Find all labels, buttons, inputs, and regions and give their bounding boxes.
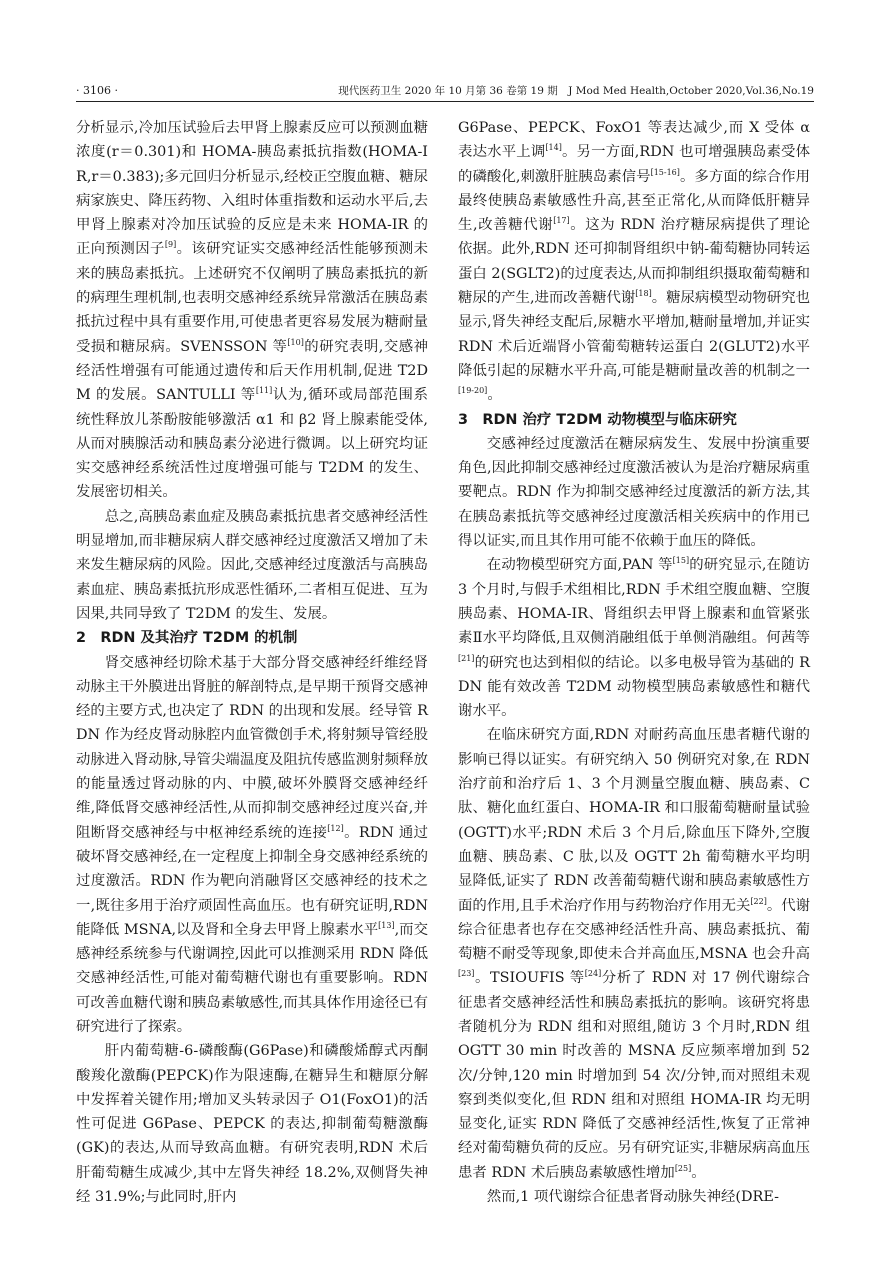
paragraph: G6Pase、PEPCK、FoxO1 等表达减少,而 X 受体 α 表达水平上调[14]。另一方面,RDN 也可增强胰岛素受体的磷酸化,刺激肝脏胰岛素信号[15-16]。多方面的综合作用最终使胰岛素敏感性升高,甚至正常化,从而降低肝糖异生,改善糖代谢[17]。这为 RDN 治疗糖尿病提供了理论依据。此外,RDN 还可抑制肾组织中钠-葡萄糖协同转运蛋白 2(SGLT2)的过度表达,从而抑制组织摄取葡萄糖和糖尿的产生,进而改善糖代谢[18]。糖尿病模型动物研究也显示,肾失神经支配后,尿糖水平增加,糖耐量增加,并证实 RDN 术后近端肾小管葡萄糖转运蛋白 2(GLUT2)水平降低引起的尿糖水平升高,可能是糖耐量改善的机制之一[19-20]。 xyxy=(458,120,810,404)
citation: [18] xyxy=(635,289,652,299)
citation: [13] xyxy=(378,921,395,930)
paragraph: 总之,高胰岛素血症及胰岛素抵抗患者交感神经活性明显增加,而非糖尿病人群交感神经过度激活又增加了未来发生糖尿病的风险。因此,交感神经过度激活与高胰岛素血症、胰岛素抵抗形成恶性循环,二者相互促进、互为因果,共同导致了 T2DM 的发生、发展。 xyxy=(76,508,428,622)
citation: [23] xyxy=(458,969,475,979)
citation: [25] xyxy=(674,1163,692,1173)
right-column xyxy=(458,116,810,1209)
citation: [9] xyxy=(164,240,177,250)
paragraph: 在临床研究方面,RDN 对耐药高血压患者糖代谢的影响已得以证实。有研究纳入 50 例研究对象,在 RDN 治疗前和治疗后 1、3 个月测量空腹血糖、胰岛素、C 肽、糖化血红蛋白、HOMA-IR 和口服葡萄糖耐量试验(OGTT)水平;RDN 术后 3 个月后,除血压下降外,空腹血糖、胰岛素、C 肽,以及 OGTT 2h 葡萄糖水平均明显降低,证实了 RDN 改善葡萄糖代谢和胰岛素敏感性方面的作用,且手术治疗作用与药物治疗作用无关[22]。代谢综合征患者也存在交感神经活性升高、胰岛素抵抗、葡萄糖不耐受等现象,即使未合并高血压,MSNA 也会升高[23]。TSIOUFIS 等[24]分析了 RDN 对 17 例代谢综合征患者交感神经活性和胰岛素抵抗的影响。该研究将患者随机分为 RDN 组和对照组,随访 3 个月时,RDN 组 OGTT 30 min 时改善的 MSNA 反应频率增加到 52 次/分钟,120 min 时增加到 54 次/分钟,而对照组未观察到类似变化,但 RDN 组和对照组 HOMA-IR 均无明显变化,证实 RDN 降低了交感神经活性,恢复了正常神经对葡萄糖负荷的反应。另有研究证实,非糖尿病高血压患者 RDN 术后胰岛素敏感性增加[25]。 xyxy=(458,727,811,1181)
paragraph: 在动物模型研究方面,PAN 等[15]的研究显示,在随访 3 个月时,与假手术组相比,RDN 手术组空腹血糖、空腹胰岛素、HOMA-IR、肾组织去甲肾上腺素和血管紧张素Ⅱ水平均降低,且双侧消融组低于单侧消融组。何茜等[21]的研究也达到相似的结论。以多电极导管为基础的 RDN 能有效改善 T2DM 动物模型胰岛素敏感性和糖代谢水平。 xyxy=(458,556,810,720)
citation: [15] xyxy=(672,556,690,566)
section-heading: 3 RDN 治疗 T2DM 动物模型与临床研究 xyxy=(458,411,737,428)
citation: [10] xyxy=(287,337,304,347)
citation: [17] xyxy=(553,216,570,226)
paragraph: 分析显示,冷加压试验后去甲肾上腺素反应可以预测血糖浓度(r＝0.301)和 HOMA-胰岛素抵抗指数(HOMA-IR,r＝0.383);多元回归分析显示,经校正空腹血糖、糖尿病家族史、降压药物、入组时体重指数和运动水平后,去甲肾上腺素对冷加压试验的反应是未来 HOMA-IR 的正向预测因子[9]。该研究证实交感神经活性能够预测未来的胰岛素抵抗。上述研究不仅阐明了胰岛素抵抗的新的病理生理机制,也表明交感神经系统异常激活在胰岛素抵抗过程中具有重要作用,可使患者更容易发展为糖耐量受损和糖尿病。SVENSSON 等[10]的研究表明,交感神经活性增强有可能通过遗传和后天作用机制,促进 T2DM 的发展。SANTULLI 等[11]认为,循环或局部范围系统性释放儿茶酚胺能够激活 α1 和 β2 肾上腺素能受体,从而对胰腺活动和胰岛素分泌进行微调。以上研究均证实交感神经系统活性过度增强可能与 T2DM 的发生、发展密切相关。 xyxy=(76,120,428,501)
citation: [15-16] xyxy=(650,167,680,177)
journal-info: 现代医药卫生 2020 年 10 月第 36 卷第 19 期 J Mod Med Health,October 2020,Vol.36,No.19 xyxy=(338,85,814,97)
page-header xyxy=(76,82,814,100)
page-number: · 3106 · xyxy=(76,84,118,97)
citation: [19-20] xyxy=(458,386,488,396)
left-column xyxy=(76,116,428,1209)
citation: [22] xyxy=(750,896,767,906)
section-heading: 2 RDN 及其治疗 T2DM 的机制 xyxy=(76,630,298,647)
citation: [24] xyxy=(584,969,602,979)
paragraph: 交感神经过度激活在糖尿病发生、发展中扮演重要角色,因此抑制交感神经过度激活被认为是治疗糖尿病重要靶点。RDN 作为抑制交感神经过度激活的新方法,其在胰岛素抵抗等交感神经过度激活相关疾病中的作用已得以证实,而且其作用可能不依赖于血压的降低。 xyxy=(458,435,810,550)
paragraph: 然而,1 项代谢综合征患者肾动脉失神经(DRE- xyxy=(486,1189,779,1206)
citation: [14] xyxy=(545,143,562,153)
header-rule xyxy=(76,101,814,102)
citation: [12] xyxy=(327,823,344,833)
paragraph: 肝内葡萄糖-6-磷酸酶(G6Pase)和磷酸烯醇式丙酮酸羧化激酶(PEPCK)作为限速酶,在糖异生和糖原分解中发挥着关键作用;增加叉头转录因子 O1(FoxO1)的活性可促进 G6Pase、PEPCK 的表达,抑制葡萄糖激酶(GK)的表达,从而导致高血糖。有研究表明,RDN 术后肝葡萄糖生成减少,其中左肾失神经 18.2%,双侧肾失神经 31.9%;与此同时,肝内 xyxy=(76,1043,428,1206)
citation: [21] xyxy=(458,653,475,663)
citation: [11] xyxy=(255,386,273,396)
paragraph: 肾交感神经切除术基于大部分肾交感神经纤维经肾动脉主干外膜进出肾脏的解剖特点,是早期干预肾交感神经的主要方式,也决定了 RDN 的出现和发展。经导管 RDN 作为经皮肾动脉腔内血管微创手术,将射频导管经股动脉进入肾动脉,导管尖端温度及阻抗传感监测射频释放的能量透过肾动脉的内、中膜,破坏外膜肾交感神经纤维,降低肾交感神经活性,从而抑制交感神经过度兴奋,并阻断肾交感神经与中枢神经系统的连接[12]。RDN 通过破坏肾交感神经,在一定程度上抑制全身交感神经系统的过度激活。RDN 作为靶向消融肾区交感神经的技术之一,既往多用于治疗顽固性高血压。也有研究证明,RDN 能降低 MSNA,以及肾和全身去甲肾上腺素水平[13],而交感神经系统参与代谢调控,因此可以推测采用 RDN 降低交感神经活性,可能对葡萄糖代谢也有重要影响。RDN 可改善血糖代谢和胰岛素敏感性,而其具体作用途径已有研究进行了探索。 xyxy=(76,654,428,1035)
